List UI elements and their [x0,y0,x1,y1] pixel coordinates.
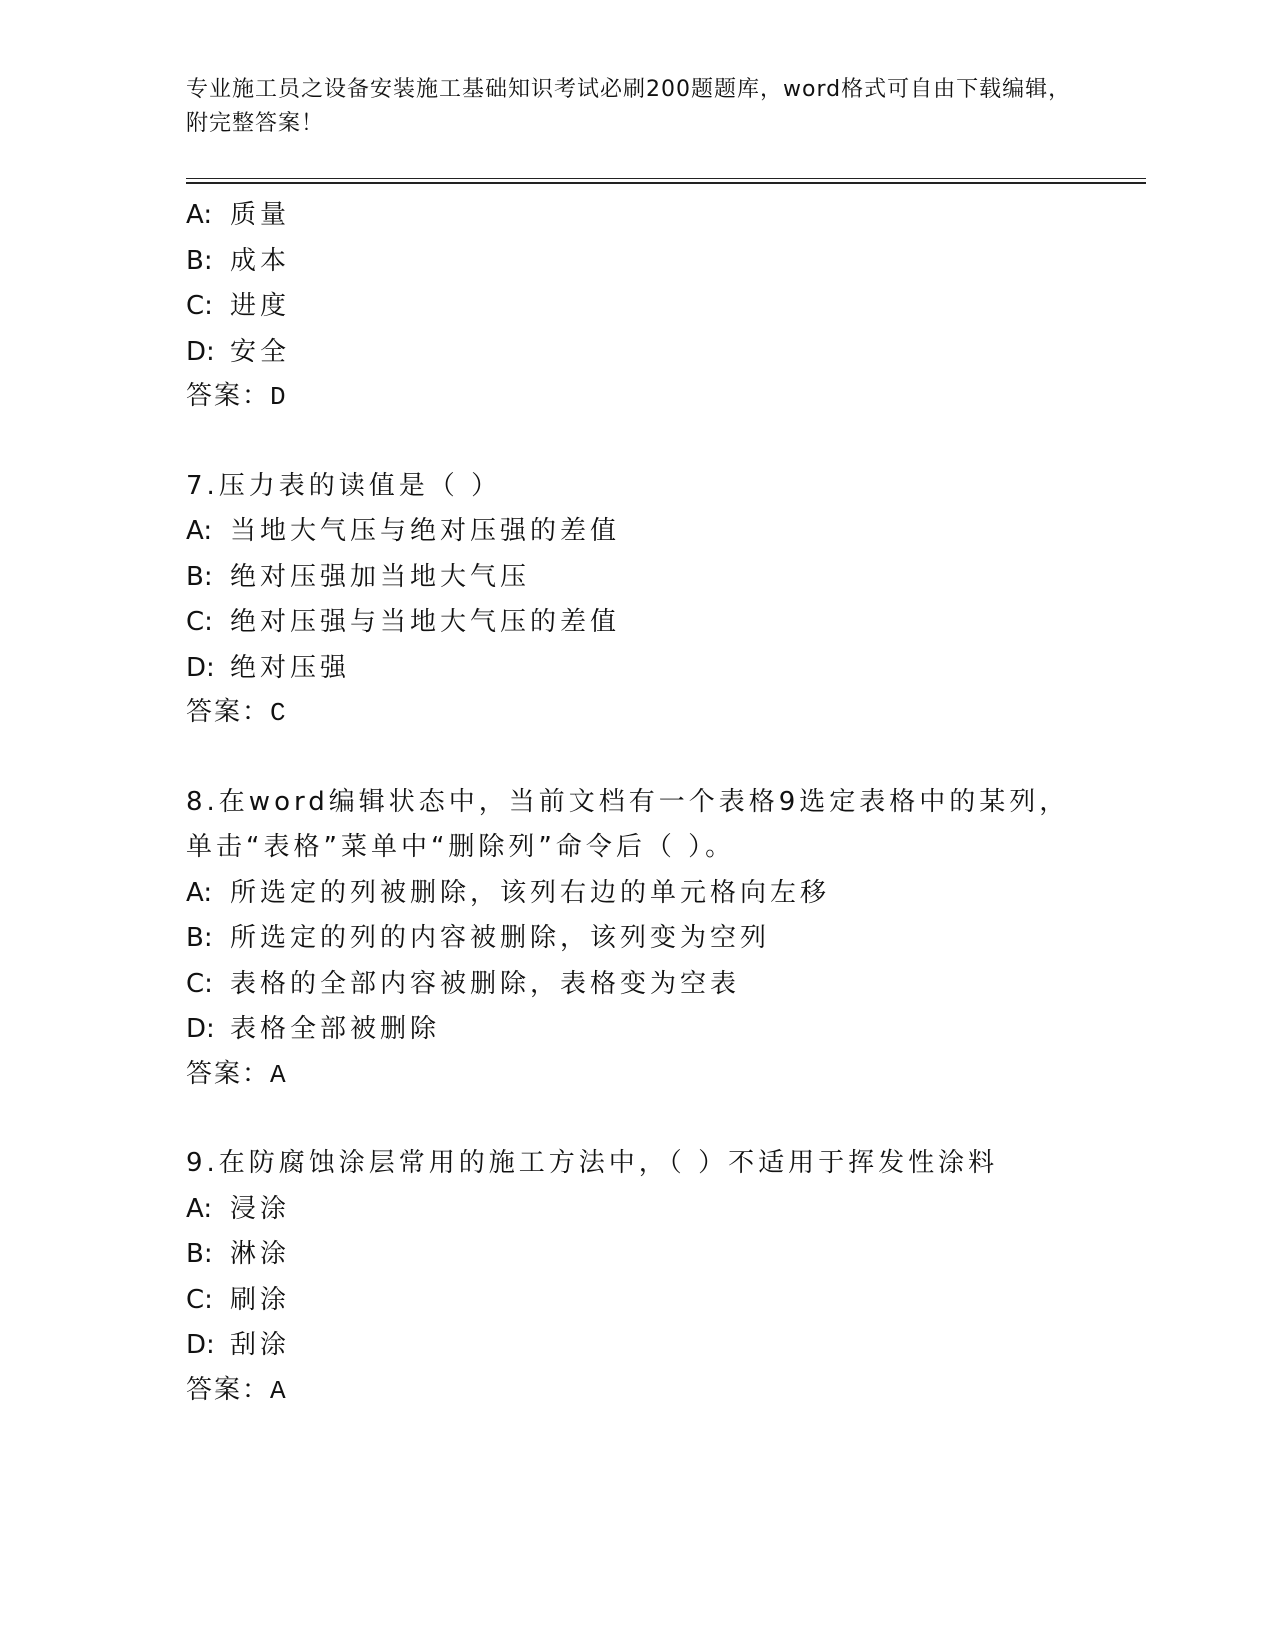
spacer [186,1098,1086,1141]
question-block-6 [186,193,1086,421]
option-d: D: 安全 [186,336,291,367]
header-divider-thick [186,182,1146,184]
option-a: A: 浸涂 [186,1193,291,1224]
header-divider [186,178,1146,179]
option-c: C: 表格的全部内容被删除，表格变为空表 [186,968,741,999]
question-stem: 7.压力表的读值是（ ） [186,470,502,501]
question-stem: 8.在word编辑状态中，当前文档有一个表格9选定表格中的某列，单击“表格”菜单中“删除列”命令后（ ）。 [186,786,1070,862]
question-block-7 [186,464,1086,737]
option-a: A: 当地大气压与绝对压强的差值 [186,516,621,546]
option-c: C: 进度 [186,291,291,321]
option-a: A: 所选定的列被删除，该列右边的单元格向左移 [186,877,831,908]
option-a: A: 质量 [186,200,291,230]
answer-line: 答案：C [186,698,288,728]
option-d: D: 刮涂 [186,1330,291,1360]
document-header: 专业施工员之设备安装施工基础知识考试必刷200题题库，word格式可自由下载编辑，附完整答案！ [186,77,1072,136]
answer-line: 答案：A [186,1059,288,1090]
spacer [186,737,1086,780]
option-d: D: 绝对压强 [186,652,351,683]
option-c: C: 刷涂 [186,1284,291,1315]
option-b: B: 成本 [186,245,291,276]
option-d: D: 表格全部被删除 [186,1014,441,1044]
question-block-9 [186,1141,1086,1414]
document-body [186,193,1086,1414]
question-block-8 [186,780,1086,1099]
option-c: C: 绝对压强与当地大气压的差值 [186,607,621,637]
option-b: B: 所选定的列的内容被删除，该列变为空列 [186,923,771,953]
option-b: B: 绝对压强加当地大气压 [186,561,531,592]
option-b: B: 淋涂 [186,1239,291,1269]
spacer [186,421,1086,464]
question-stem: 9.在防腐蚀涂层常用的施工方法中，（ ）不适用于挥发性涂料 [186,1148,999,1178]
answer-line: 答案：D [186,382,288,412]
answer-line: 答案：A [186,1375,288,1406]
